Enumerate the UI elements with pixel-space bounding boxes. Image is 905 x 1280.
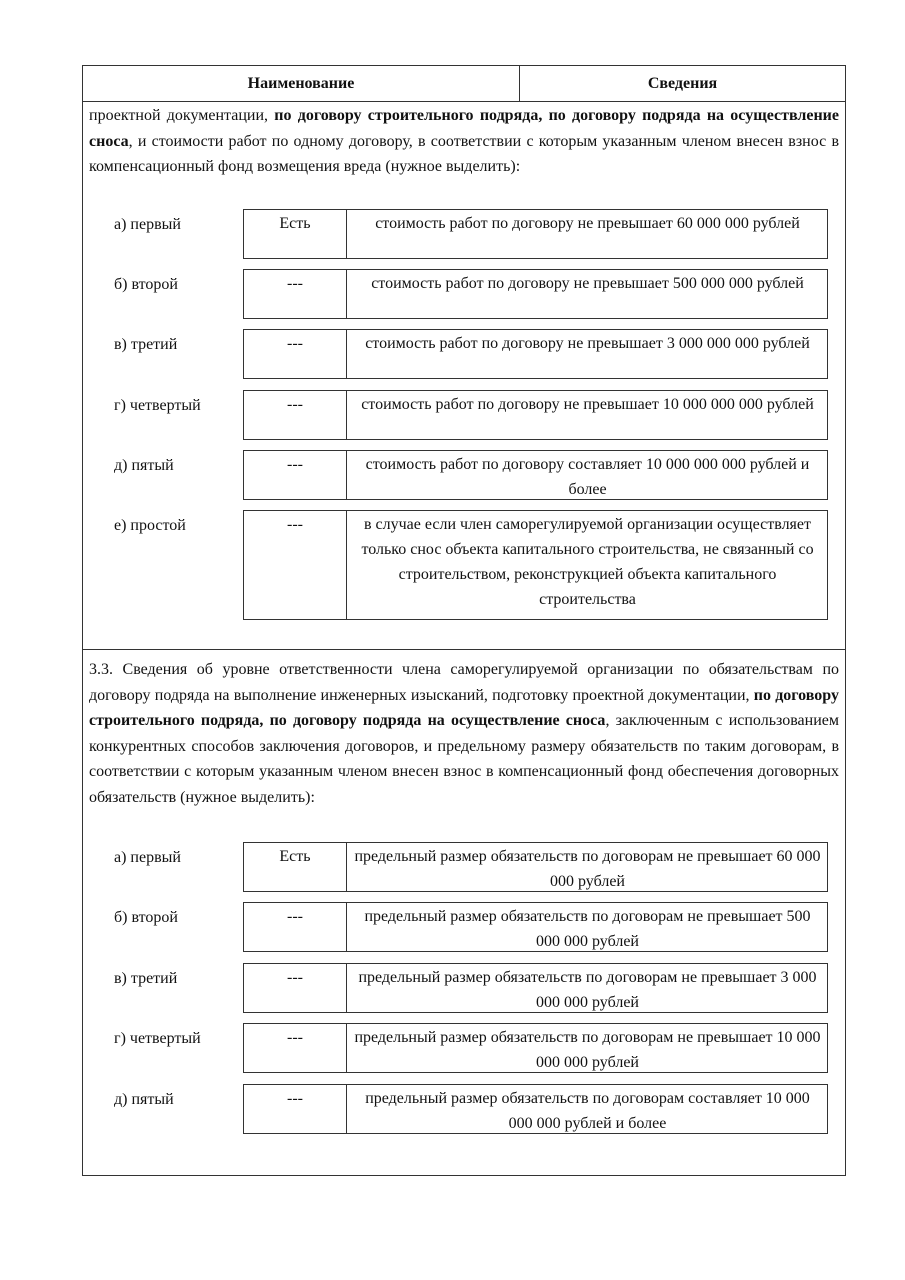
level-label: д) пятый (114, 1091, 174, 1108)
section1-intro-bold: по договору строительного подряда, по договору подряда на осуществление сноса (89, 107, 840, 150)
level-box (243, 329, 828, 379)
level-box (243, 1023, 828, 1073)
level-description: стоимость работ по договору составляет 10 000 000 000 рублей и более (365, 456, 810, 498)
level-description: предельный размер обязательств по договорам не превышает 3 000 000 000 рублей (358, 969, 817, 1011)
level-value: --- (244, 391, 347, 439)
level-label: б) второй (114, 276, 178, 293)
level-box (243, 1084, 828, 1134)
level-label: г) четвертый (114, 397, 201, 414)
level-description: стоимость работ по договору не превышает 60 000 000 рублей (375, 215, 800, 232)
level-description: стоимость работ по договору не превышает 10 000 000 000 рублей (361, 396, 814, 413)
section-divider (83, 649, 845, 650)
table-header (83, 66, 845, 102)
level-value: --- (244, 964, 347, 1012)
level-label: б) второй (114, 909, 178, 926)
section2-intro-bold: по договору строительного подряда, по договору подряда на осуществление сноса (89, 686, 839, 730)
level-description: стоимость работ по договору не превышает 3 000 000 000 рублей (365, 335, 810, 352)
level-value: Есть (244, 210, 347, 258)
level-box (243, 510, 828, 620)
level-value: --- (244, 511, 347, 619)
level-box (243, 842, 828, 892)
header-info: Сведения (647, 75, 718, 92)
level-description: предельный размер обязательств по договорам не превышает 10 000 000 000 рублей (354, 1029, 821, 1071)
section1-intro-text-2: , и стоимости работ по одному договору, в соответствии с которым указанным членом внесен взнос в компенсационный фонд возмещения вреда (нужное выделить): (89, 132, 839, 176)
level-label: в) третий (114, 970, 178, 987)
level-label: г) четвертый (114, 1030, 201, 1047)
level-label: е) простой (114, 517, 186, 534)
level-box (243, 209, 828, 259)
level-box (243, 390, 828, 440)
section2-intro-text-1: 3.3. Сведения об уровне ответственности члена саморегулируемой организации по обязательствам по договору подряда на выполнение инженерных изысканий, подготовку проектной документации, (89, 661, 839, 704)
section2-intro-text-2: , заключенным с использованием конкурентных способов заключения договоров, и предельному размеру обязательств по таким договорам, в соответствии с которым указанным членом внесен взнос в компенсационный фонд обеспечения договорных обязательств (нужное выделить): (89, 712, 840, 806)
section2-intro (89, 657, 839, 811)
level-value: --- (244, 1085, 347, 1133)
section1-intro-text-1: проектной документации, (89, 107, 275, 124)
level-label: д) пятый (114, 457, 174, 474)
level-description: предельный размер обязательств по договорам составляет 10 000 000 000 рублей и более (365, 1090, 810, 1132)
level-label: в) третий (114, 336, 178, 353)
level-box (243, 450, 828, 500)
level-description: в случае если член саморегулируемой организации осуществляет только снос объекта капитального строительства, не связанный со строительством, реконструкцией объекта капитального строительства (361, 516, 814, 608)
level-value: --- (244, 903, 347, 951)
level-box (243, 963, 828, 1013)
section1-intro (89, 103, 839, 180)
level-label: а) первый (114, 216, 181, 233)
level-description: предельный размер обязательств по договорам не превышает 500 000 000 рублей (364, 908, 811, 950)
level-value: --- (244, 451, 347, 499)
level-description: предельный размер обязательств по договорам не превышает 60 000 000 рублей (354, 848, 821, 890)
level-box (243, 902, 828, 952)
level-description: стоимость работ по договору не превышает 500 000 000 рублей (371, 275, 804, 292)
header-name: Наименование (83, 66, 520, 101)
level-box (243, 269, 828, 319)
level-label: а) первый (114, 849, 181, 866)
level-value: --- (244, 270, 347, 318)
level-value: Есть (244, 843, 347, 891)
level-value: --- (244, 330, 347, 378)
document-table (82, 65, 846, 1176)
level-value: --- (244, 1024, 347, 1072)
